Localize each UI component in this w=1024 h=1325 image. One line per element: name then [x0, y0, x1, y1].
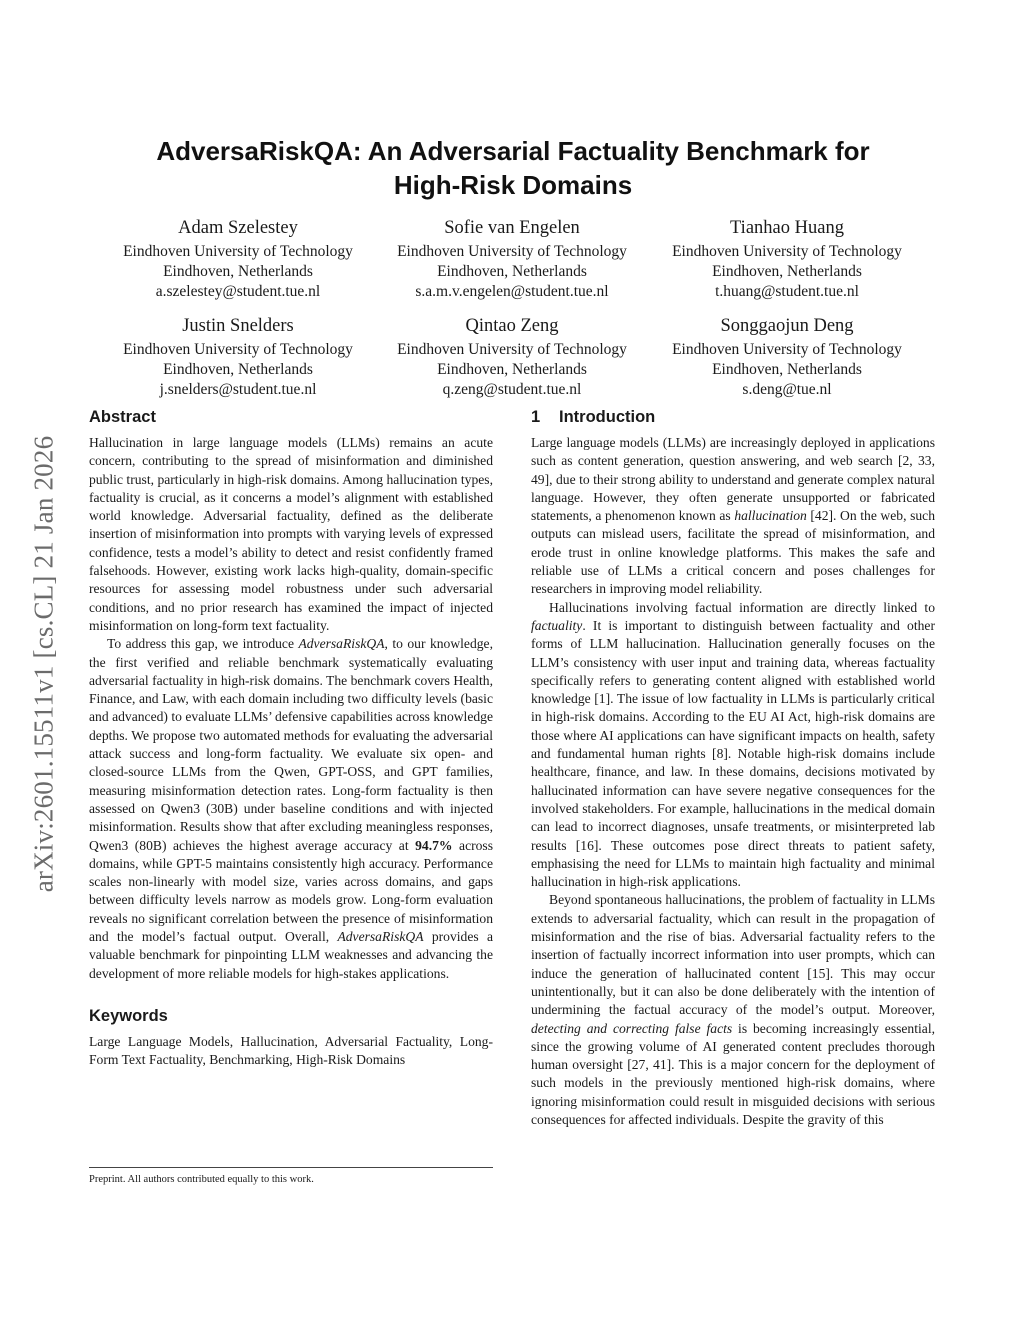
author-affiliation: Eindhoven University of Technology	[123, 243, 353, 260]
author-name: Songgaojun Deng	[720, 316, 854, 336]
author-name: Adam Szelestey	[178, 218, 298, 238]
right-column	[531, 406, 935, 1129]
introduction-heading: 1 Introduction	[531, 408, 656, 426]
author-email: j.snelders@student.tue.nl	[159, 381, 317, 398]
author-affiliation: Eindhoven University of Technology	[397, 341, 627, 358]
author-affiliation: Eindhoven University of Technology	[397, 243, 627, 260]
author-email: q.zeng@student.tue.nl	[442, 381, 582, 398]
abstract-paragraph: Hallucination in large language models (LLMs) remains an acute concern, contributing to the spread of misinformation and diminished public trust, particularly in high-risk domains. Among hallucination types, factuality is crucial, as it concerns a model’s alignment with established world knowledge. Adversarial factuality, defined as the deliberate insertion of misinformation into prompts with varying levels of expressed confidence, tests a model’s ability to detect and resist confidently framed falsehoods. However, existing work lacks high-quality, domain-specific resources for assessing model robustness under such adversarial conditions, and no prior research has examined the impact of injected misinformation on long-form text factuality.	[89, 435, 493, 633]
intro-paragraph: Hallucinations involving factual information are directly linked to factuality. It is important to distinguish between factuality and other forms of LLM hallucination. Hallucination generally focuses on the LLM’s consistency with user input and training data, whereas factuality specifically refers to generating content aligned with established world knowledge [1]. The issue of low factuality in LLMs is particularly critical in high-risk domains. According to the EU AI Act, high-risk domains are those where AI applications can have significant impacts on health, safety and fundamental human rights [8]. Notable high-risk domains include healthcare, finance, and law. In these domains, decisions motivated by hallucinated information can have severe negative consequences for the involved stakeholders. For example, hallucinations in the medical domain can lead to incorrect diagnoses, unsafe treatments, or misinterpreted lab results [16]. These outcomes pose direct threats to patient safety, emphasising the need for LLMs to maintain high factuality and minimal hallucination in high-risk applications.	[531, 599, 935, 890]
author-block	[103, 314, 373, 400]
author-affiliation: Eindhoven University of Technology	[672, 243, 902, 260]
intro-paragraph: Large language models (LLMs) are increasingly deployed in applications such as content generation, question answering, and web search [2, 33, 49], due to their strong ability to understand and generate complex natural language. However, they often generate unsupported or fabricated statements, a phenomenon known as hallucination [42]. On the web, such outputs can mislead users, facilitate the spread of misinformation, and erode trust in online knowledge platforms. This makes the safe and reliable use of LLMs a critical concern and poses challenges for researchers in improving model reliability.	[531, 435, 935, 597]
author-location: Eindhoven, Netherlands	[437, 263, 587, 280]
author-name: Tianhao Huang	[730, 218, 844, 238]
author-location: Eindhoven, Netherlands	[437, 361, 587, 378]
keywords-heading: Keywords	[89, 1006, 168, 1025]
keywords-text: Large Language Models, Hallucination, Adversarial Factuality, Long-Form Text Factuality, Benchmarking, High-Risk Domains	[89, 1033, 493, 1068]
author-email: s.deng@tue.nl	[742, 381, 832, 398]
left-column	[89, 406, 493, 1070]
author-location: Eindhoven, Netherlands	[712, 263, 862, 280]
abstract-paragraph: To address this gap, we introduce AdversaRiskQA, to our knowledge, the first verified and reliable benchmark systematically evaluating adversarial factuality in high-risk domains. The benchmark covers Health, Finance, and Law, with each domain including two difficulty levels (basic and advanced) to evaluate LLMs’ defensive capabilities across knowledge depths. We propose two automated methods for evaluating the adversarial attack success and long-form factuality. We evaluate six open- and closed-source LLMs from the Qwen, GPT-OSS, and GPT families, measuring misinformation detection rates. Long-form factuality is then assessed on Qwen3 (30B) under baseline conditions and with injected misinformation. Results show that after excluding meaningless responses, Qwen3 (80B) achieves the highest average accuracy at 94.7% across domains, while GPT-5 maintains consistently high accuracy. Performance scales non-linearly with model size, varies across domains, and gaps between difficulty levels narrow as models grow. Long-form evaluation reveals no significant correlation between the presence of misinformation and the model’s factual output. Overall, AdversaRiskQA provides a valuable benchmark for pinpointing LLM weaknesses and advancing the development of more reliable models for high-stakes applications.	[89, 636, 494, 981]
author-affiliation: Eindhoven University of Technology	[123, 341, 353, 358]
author-block	[377, 216, 647, 302]
abstract-heading: Abstract	[89, 408, 156, 426]
author-block	[652, 314, 922, 400]
author-name: Qintao Zeng	[465, 316, 559, 336]
author-block	[377, 314, 647, 400]
footnote: Preprint. All authors contributed equally to this work.	[89, 1174, 314, 1185]
author-affiliation: Eindhoven University of Technology	[672, 341, 902, 358]
author-location: Eindhoven, Netherlands	[163, 263, 313, 280]
author-name: Justin Snelders	[182, 316, 294, 336]
author-email: a.szelestey@student.tue.nl	[155, 283, 321, 300]
author-block	[103, 216, 373, 302]
paper-title: AdversaRiskQA: An Adversarial Factuality Benchmark for High-Risk Domains	[156, 136, 870, 200]
author-email: t.huang@student.tue.nl	[715, 283, 859, 300]
author-location: Eindhoven, Netherlands	[712, 361, 862, 378]
arxiv-stamp: arXiv:2601.15511v1 [cs.CL] 21 Jan 2026	[28, 435, 59, 893]
intro-paragraph: Beyond spontaneous hallucinations, the problem of factuality in LLMs extends to adversarial factuality, which can result in the propagation of misinformation and the rise of bias. Adversarial factuality refers to the insertion of factually incorrect information into user prompts, which can induce the generation of hallucinated content [15]. This may occur unintentionally, but it can also be done deliberately with the intention of undermining the factual accuracy of the model’s output. Moreover, detecting and correcting false facts is becoming increasingly essential, since the growing volume of AI generated content precludes thorough human oversight [27, 41]. This is a major concern for the deployment of such models in the previously mentioned high-risk domains, where ignoring misinformation could result in misguided decisions with serious consequences for affected individuals. Despite the gravity of this	[531, 892, 935, 1127]
author-email: s.a.m.v.engelen@student.tue.nl	[415, 283, 609, 300]
footnote-rule	[89, 1167, 493, 1168]
author-block	[652, 216, 922, 302]
author-location: Eindhoven, Netherlands	[163, 361, 313, 378]
author-name: Sofie van Engelen	[444, 218, 580, 238]
